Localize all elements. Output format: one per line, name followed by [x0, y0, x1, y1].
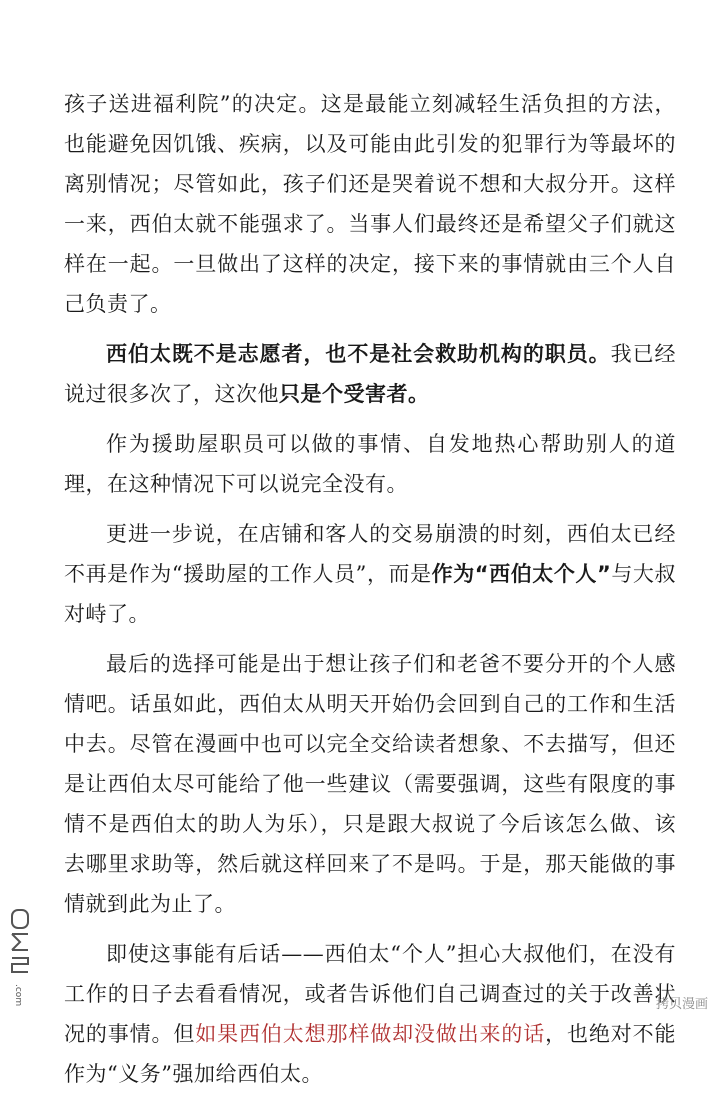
paragraph-1-text: 孩子送进福利院”的决定。这是最能立刻减轻生活负担的方法，也能避免因饥饿、疾病，以及可能由此引发的犯罪行为等最坏的离别情况；尽管如此，孩子们还是哭着说不想和大叔分开。这样一来，西伯太就不能强求了。当事人们最终还是希望父子们就这样在一起。一旦做出了这样的决定，接下来的事情就由三个人自己负责了。	[64, 92, 676, 316]
copy-manga-watermark: 拷贝漫画	[655, 997, 708, 1012]
paragraph-5-text: 最后的选择可能是出于想让孩子们和老爸不要分开的个人感情吧。话虽如此，西伯太从明天开始仍会回到自己的工作和生活中去。尽管在漫画中也可以完全交给读者想象、不去描写，但还是让西伯太尽可能给了他一些建议（需要强调，这些有限度的事情不是西伯太的助人为乐），只是跟大叔说了今后该怎么做、该去哪里求助等，然后就这样回来了不是吗。于是，那天能做的事情就到此为止了。	[64, 652, 676, 916]
paragraph-4	[64, 514, 676, 634]
paragraph-4-text-1: 更进一步说，在店铺和客人的交易崩溃的时刻，西伯太已经不再是作为“援助屋的工作人员”，而是	[64, 522, 676, 586]
paragraph-3	[64, 424, 676, 504]
dm5-logo-watermark	[8, 906, 32, 1010]
paragraph-1	[64, 84, 676, 324]
paragraph-2-text-1: 我已经说过很多次了，这次他	[64, 342, 677, 406]
paragraph-3-text: 作为援助屋职员可以做的事情、自发地热心帮助别人的道理，在这种情况下可以说完全没有。	[64, 432, 676, 496]
paragraph-4-bold-1: 作为“西伯太个人”	[431, 562, 612, 586]
paragraph-4-text-2: 与大叔对峙了。	[64, 562, 676, 626]
document-body	[64, 84, 676, 1104]
paragraph-2	[64, 334, 676, 414]
paragraph-6-text-2: ，也绝对不能作为“义务”强加给西伯太。	[64, 1022, 677, 1086]
paragraph-2-bold-2: 只是个受害者。	[279, 382, 430, 406]
paragraph-5	[64, 644, 676, 924]
paragraph-6-red-1: 如果西伯太想那样做却没做出来的话	[195, 1022, 546, 1046]
paragraph-6-text-1: 即使这事能有后话——西伯太“个人”担心大叔他们，在没有工作的日子去看看情况，或者告诉他们自己调查过的关于改善状况的事情。但	[64, 942, 676, 1046]
paragraph-2-bold-1: 西伯太既不是志愿者，也不是社会救助机构的职员。	[106, 342, 611, 366]
svg-text:.com: .com	[13, 984, 23, 1007]
paragraph-6	[64, 934, 676, 1094]
